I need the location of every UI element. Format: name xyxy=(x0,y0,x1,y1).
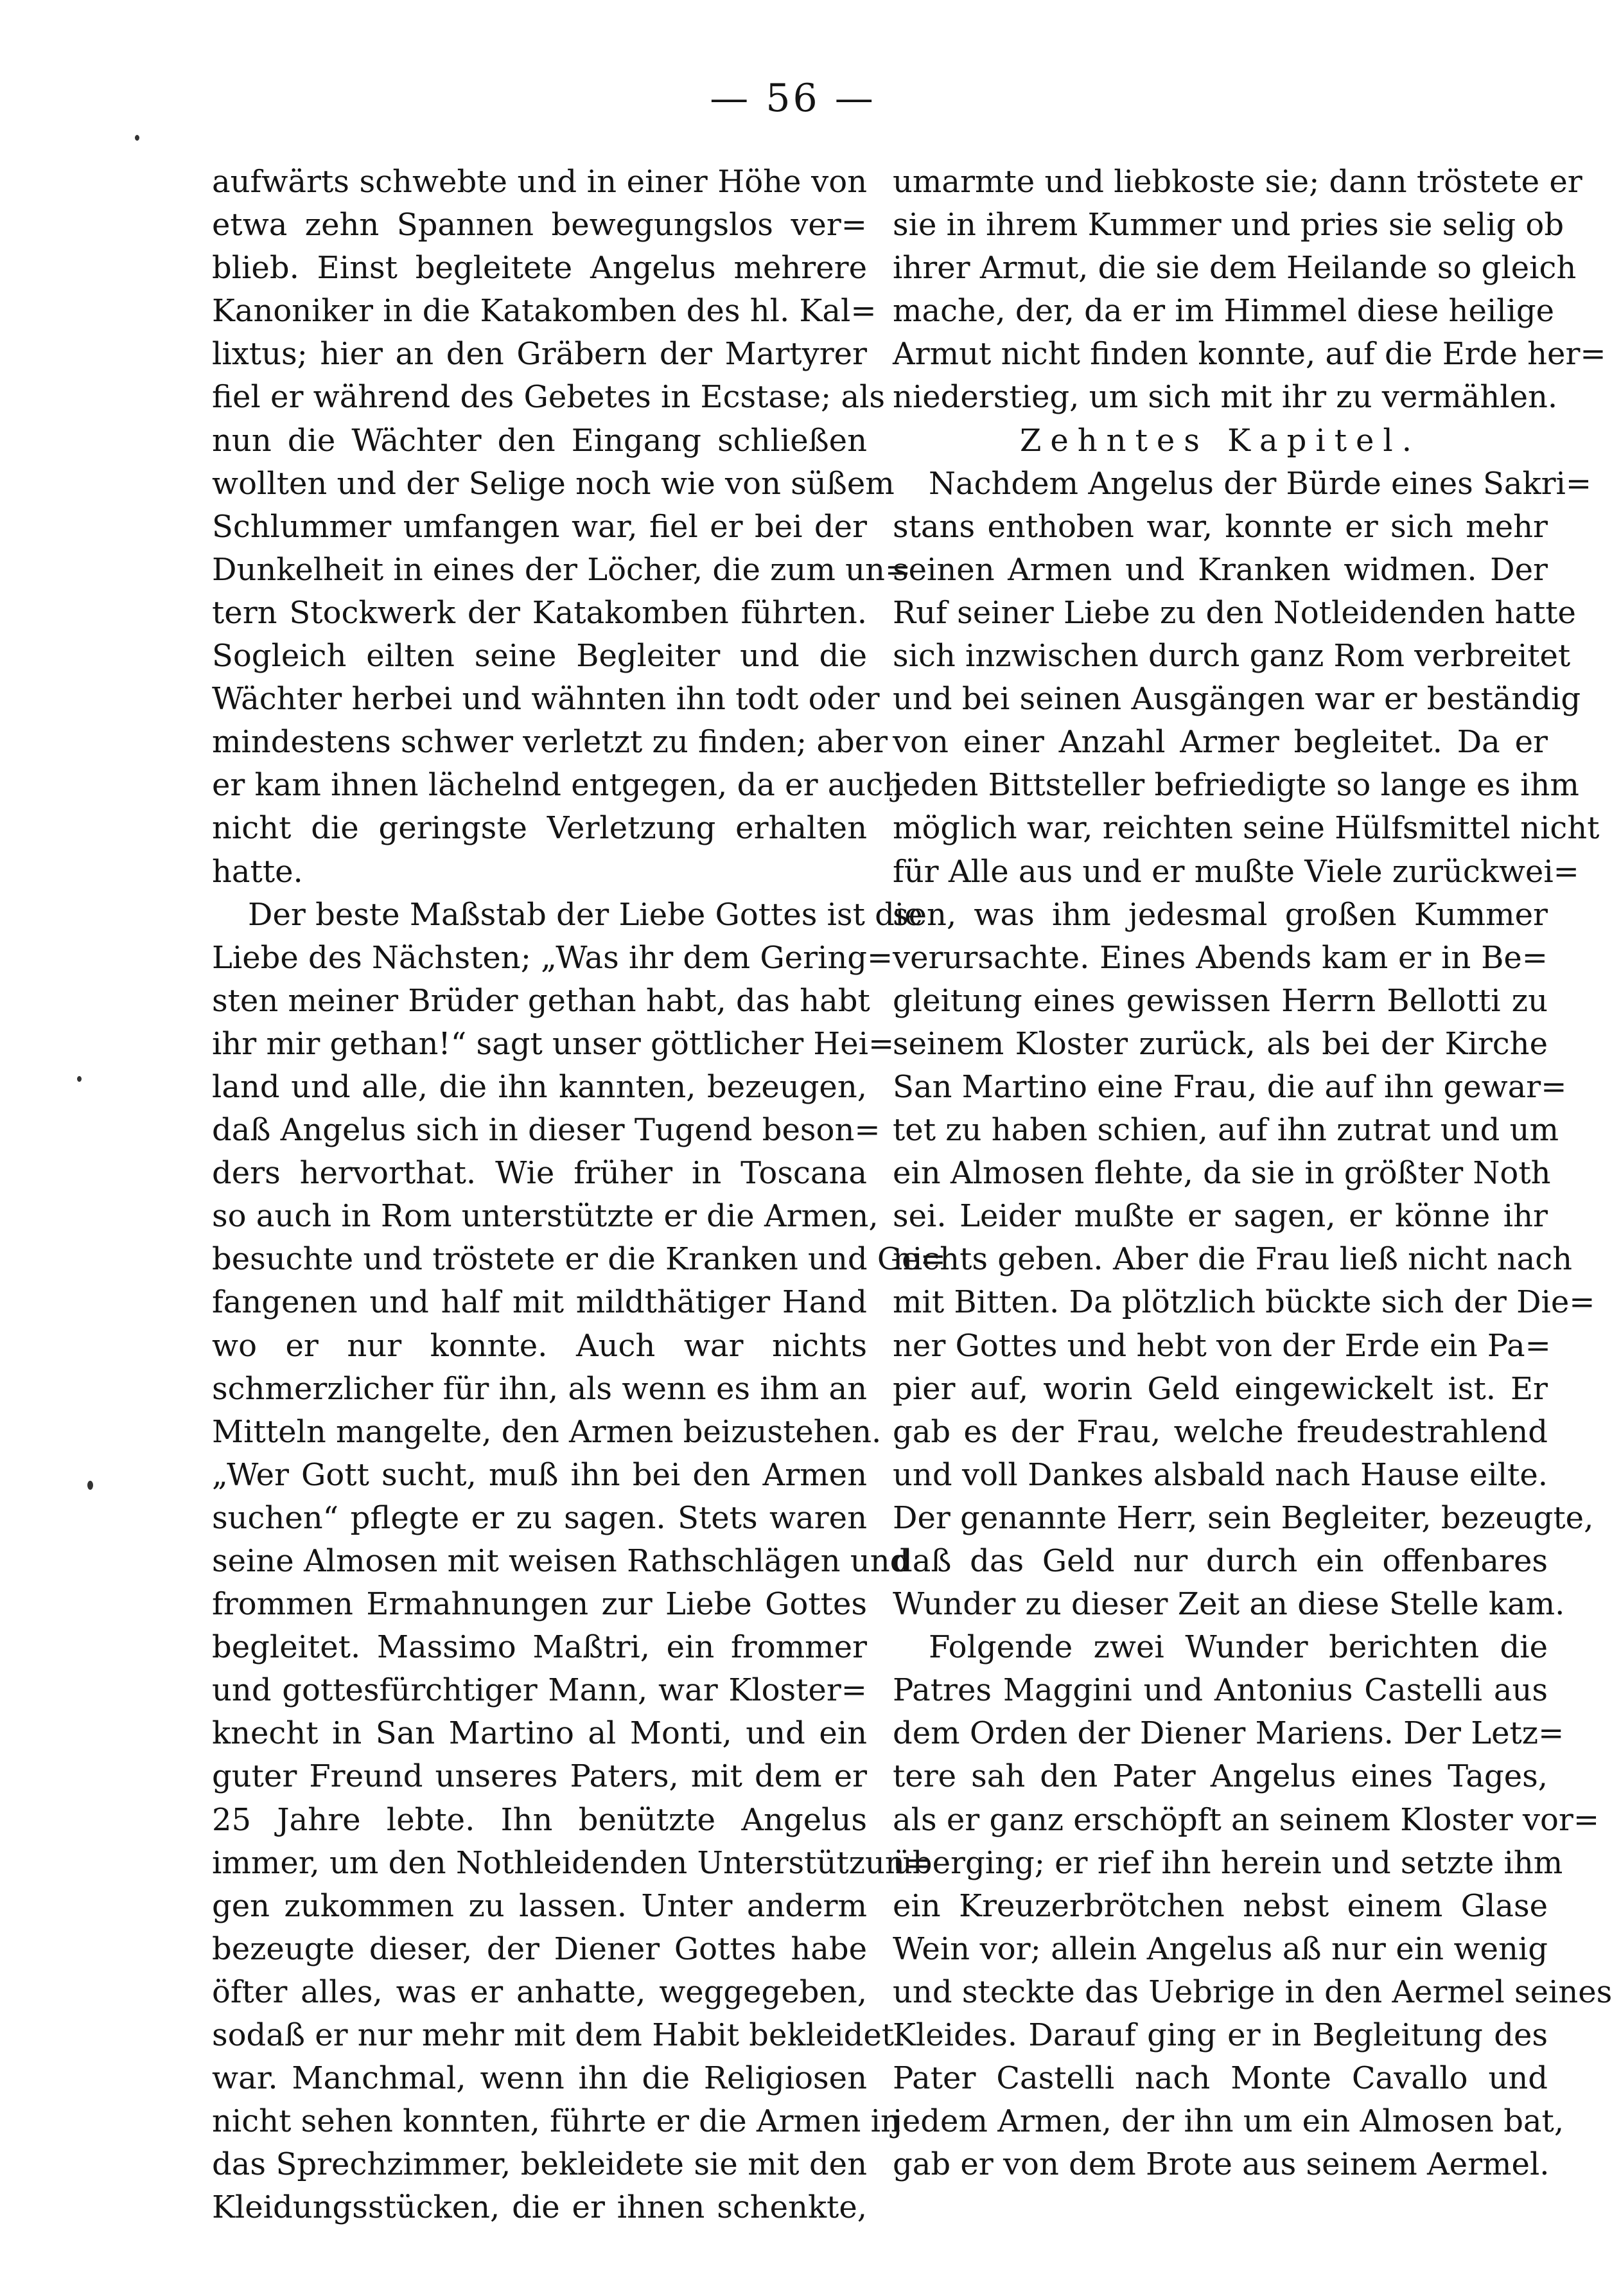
text-line: überging; er rief ihn herein und setzte ihm xyxy=(893,1844,1563,1881)
text-line: umarmte und liebkoste sie; dann tröstete er xyxy=(893,164,1582,200)
text-line: seinem Kloster zurück, als bei der Kirche xyxy=(893,1025,1548,1062)
text-line: mache, der, da er im Himmel diese heilige xyxy=(893,293,1555,330)
text-line: Schlummer umfangen war, fiel er bei der xyxy=(212,508,867,545)
text-line: blieb. Einst begleitete Angelus mehrere xyxy=(212,250,867,287)
text-line: guter Freund unseres Paters, mit dem er xyxy=(212,1758,867,1795)
text-line: für Alle aus und er mußte Viele zurückwei= xyxy=(893,853,1579,890)
text-line: möglich war, reichten seine Hülfsmittel nicht xyxy=(893,810,1600,847)
text-line: bezeugte dieser, der Diener Gottes habe xyxy=(212,1930,867,1967)
text-line: als er ganz erschöpft an seinem Kloster vor= xyxy=(893,1801,1600,1838)
right-text-column xyxy=(893,161,1612,2186)
text-line: verursachte. Eines Abends kam er in Be= xyxy=(893,939,1548,976)
text-line: ihr mir gethan!“ sagt unser göttlicher Hei= xyxy=(212,1025,895,1062)
text-line: Wein vor; allein Angelus aß nur ein wenig xyxy=(893,1930,1548,1967)
text-line: nun die Wächter den Eingang schließen xyxy=(212,422,867,459)
text-line: tern Stockwerk der Katakomben führten. xyxy=(212,594,867,631)
text-line: 25 Jahre lebte. Ihn benützte Angelus xyxy=(212,1801,867,1838)
text-line: jedem Armen, der ihn um ein Almosen bat, xyxy=(893,2103,1564,2140)
text-line: etwa zehn Spannen bewegungslos ver= xyxy=(212,207,867,243)
print-speck xyxy=(77,1076,82,1082)
text-line: knecht in San Martino al Monti, und ein xyxy=(212,1715,867,1752)
text-line: Nachdem Angelus der Bürde eines Sakri= xyxy=(929,465,1592,502)
text-line: stans enthoben war, konnte er sich mehr xyxy=(893,508,1548,545)
text-line: sen, was ihm jedesmal großen Kummer xyxy=(893,896,1548,933)
text-line: und steckte das Uebrige in den Aermel seines xyxy=(893,1974,1612,2010)
text-line: ein Almosen flehte, da sie in größter Noth xyxy=(893,1155,1551,1192)
text-line: fangenen und half mit mildthätiger Hand xyxy=(212,1284,867,1321)
text-line: ihrer Armut, die sie dem Heilande so gleich xyxy=(893,250,1577,287)
text-line: Kanoniker in die Katakomben des hl. Kal= xyxy=(212,293,877,330)
text-line: fiel er während des Gebetes in Ecstase; als xyxy=(212,379,886,416)
text-line: San Martino eine Frau, die auf ihn gewar= xyxy=(893,1068,1567,1105)
text-line: frommen Ermahnungen zur Liebe Gottes xyxy=(212,1586,867,1623)
page-number: — 56 — xyxy=(710,76,876,121)
text-line: tet zu haben schien, auf ihn zutrat und um xyxy=(893,1112,1559,1149)
text-line: Kleides. Darauf ging er in Begleitung des xyxy=(893,2017,1548,2054)
left-text-column xyxy=(212,161,946,2230)
text-line: daß Angelus sich in dieser Tugend beson= xyxy=(212,1112,880,1149)
text-line: seinen Armen und Kranken widmen. Der xyxy=(893,551,1548,588)
text-line: ner Gottes und hebt von der Erde ein Pa= xyxy=(893,1327,1551,1364)
text-line: Der beste Maßstab der Liebe Gottes ist die xyxy=(248,896,923,933)
text-line: lixtus; hier an den Gräbern der Martyrer xyxy=(212,336,867,373)
text-line: Dunkelheit in eines der Löcher, die zum un= xyxy=(212,551,911,588)
text-line: ein Kreuzerbrötchen nebst einem Glase xyxy=(893,1887,1548,1924)
text-line: Wächter herbei und wähnten ihn todt oder xyxy=(212,681,880,718)
print-speck xyxy=(135,135,139,141)
text-line: öfter alles, was er anhatte, weggegeben, xyxy=(212,1974,867,2010)
text-line: Wunder zu dieser Zeit an diese Stelle kam. xyxy=(893,1586,1565,1623)
text-line: daß das Geld nur durch ein offenbares xyxy=(893,1543,1548,1579)
text-line: mindestens schwer verletzt zu finden; aber xyxy=(212,724,888,761)
text-line: schmerzlicher für ihn, als wenn es ihm an xyxy=(212,1370,867,1407)
text-line: und bei seinen Ausgängen war er beständig xyxy=(893,681,1581,718)
text-line: dem Orden der Diener Mariens. Der Letz= xyxy=(893,1715,1564,1752)
text-line: sei. Leider mußte er sagen, er könne ihr xyxy=(893,1198,1548,1235)
text-line: land und alle, die ihn kannten, bezeugen, xyxy=(212,1068,867,1105)
text-line: Mitteln mangelte, den Armen beizustehen. xyxy=(212,1413,882,1450)
text-line: aufwärts schwebte und in einer Höhe von xyxy=(212,164,867,200)
text-line: besuchte und tröstete er die Kranken und Ge= xyxy=(212,1241,946,1278)
text-line: so auch in Rom unterstützte er die Armen, xyxy=(212,1198,879,1235)
text-line: hatte. xyxy=(212,853,303,890)
text-line: sie in ihrem Kummer und pries sie selig ob xyxy=(893,207,1564,243)
text-line: Ruf seiner Liebe zu den Notleidenden hatte xyxy=(893,594,1576,631)
text-line: seine Almosen mit weisen Rathschlägen und xyxy=(212,1543,910,1579)
text-line: nichts geben. Aber die Frau ließ nicht nach xyxy=(893,1241,1573,1278)
text-line: pier auf, worin Geld eingewickelt ist. Er xyxy=(893,1370,1548,1407)
text-line: und gottesfürchtiger Mann, war Kloster= xyxy=(212,1672,867,1709)
text-line: Folgende zwei Wunder berichten die xyxy=(929,1629,1548,1666)
text-line: gab er von dem Brote aus seinem Aermel. xyxy=(893,2146,1550,2183)
text-line: gen zukommen zu lassen. Unter anderm xyxy=(212,1887,867,1924)
text-line: niederstieg, um sich mit ihr zu vermählen. xyxy=(893,379,1558,416)
text-line: Pater Castelli nach Monte Cavallo und xyxy=(893,2060,1548,2097)
text-line: gleitung eines gewissen Herrn Bellotti zu xyxy=(893,982,1548,1019)
text-line: er kam ihnen lächelnd entgegen, da er auch xyxy=(212,767,904,804)
text-line: „Wer Gott sucht, muß ihn bei den Armen xyxy=(212,1456,867,1493)
text-line: Sogleich eilten seine Begleiter und die xyxy=(212,638,867,675)
text-line: begleitet. Massimo Maßtri, ein frommer xyxy=(212,1629,867,1666)
text-line: Patres Maggini und Antonius Castelli aus xyxy=(893,1672,1548,1709)
print-speck xyxy=(87,1481,93,1490)
text-line: Armut nicht finden konnte, auf die Erde her= xyxy=(893,336,1606,373)
text-line: sten meiner Brüder gethan habt, das habt xyxy=(212,982,870,1019)
text-line: das Sprechzimmer, bekleidete sie mit den xyxy=(212,2146,867,2183)
text-line: wo er nur konnte. Auch war nichts xyxy=(212,1327,867,1364)
text-line: gab es der Frau, welche freudestrahlend xyxy=(893,1413,1548,1450)
chapter-heading: Zehntes Kapitel. xyxy=(1019,422,1421,459)
text-line: und voll Dankes alsbald nach Hause eilte. xyxy=(893,1456,1548,1493)
text-line: Kleidungsstücken, die er ihnen schenkte, xyxy=(212,2189,867,2226)
text-line: mit Bitten. Da plötzlich bückte sich der Die= xyxy=(893,1284,1595,1321)
text-line: wollten und der Selige noch wie von süßem xyxy=(212,465,895,502)
text-line: sodaß er nur mehr mit dem Habit bekleidet xyxy=(212,2017,895,2054)
text-line: suchen“ pflegte er zu sagen. Stets waren xyxy=(212,1499,867,1536)
text-line: nicht sehen konnten, führte er die Armen in xyxy=(212,2103,900,2140)
text-line: Liebe des Nächsten; „Was ihr dem Gering= xyxy=(212,939,893,976)
text-line: Der genannte Herr, sein Begleiter, bezeugte, xyxy=(893,1499,1594,1536)
text-line: von einer Anzahl Armer begleitet. Da er xyxy=(893,724,1548,761)
text-line: ders hervorthat. Wie früher in Toscana xyxy=(212,1155,867,1192)
text-line: nicht die geringste Verletzung erhalten xyxy=(212,810,867,847)
text-line: war. Manchmal, wenn ihn die Religiosen xyxy=(212,2060,867,2097)
text-line: tere sah den Pater Angelus eines Tages, xyxy=(893,1758,1548,1795)
text-line: sich inzwischen durch ganz Rom verbreitet xyxy=(893,638,1571,675)
text-line: immer, um den Nothleidenden Unterstützun= xyxy=(212,1844,931,1881)
text-line: jeden Bittsteller befriedigte so lange es ihm xyxy=(893,767,1579,804)
